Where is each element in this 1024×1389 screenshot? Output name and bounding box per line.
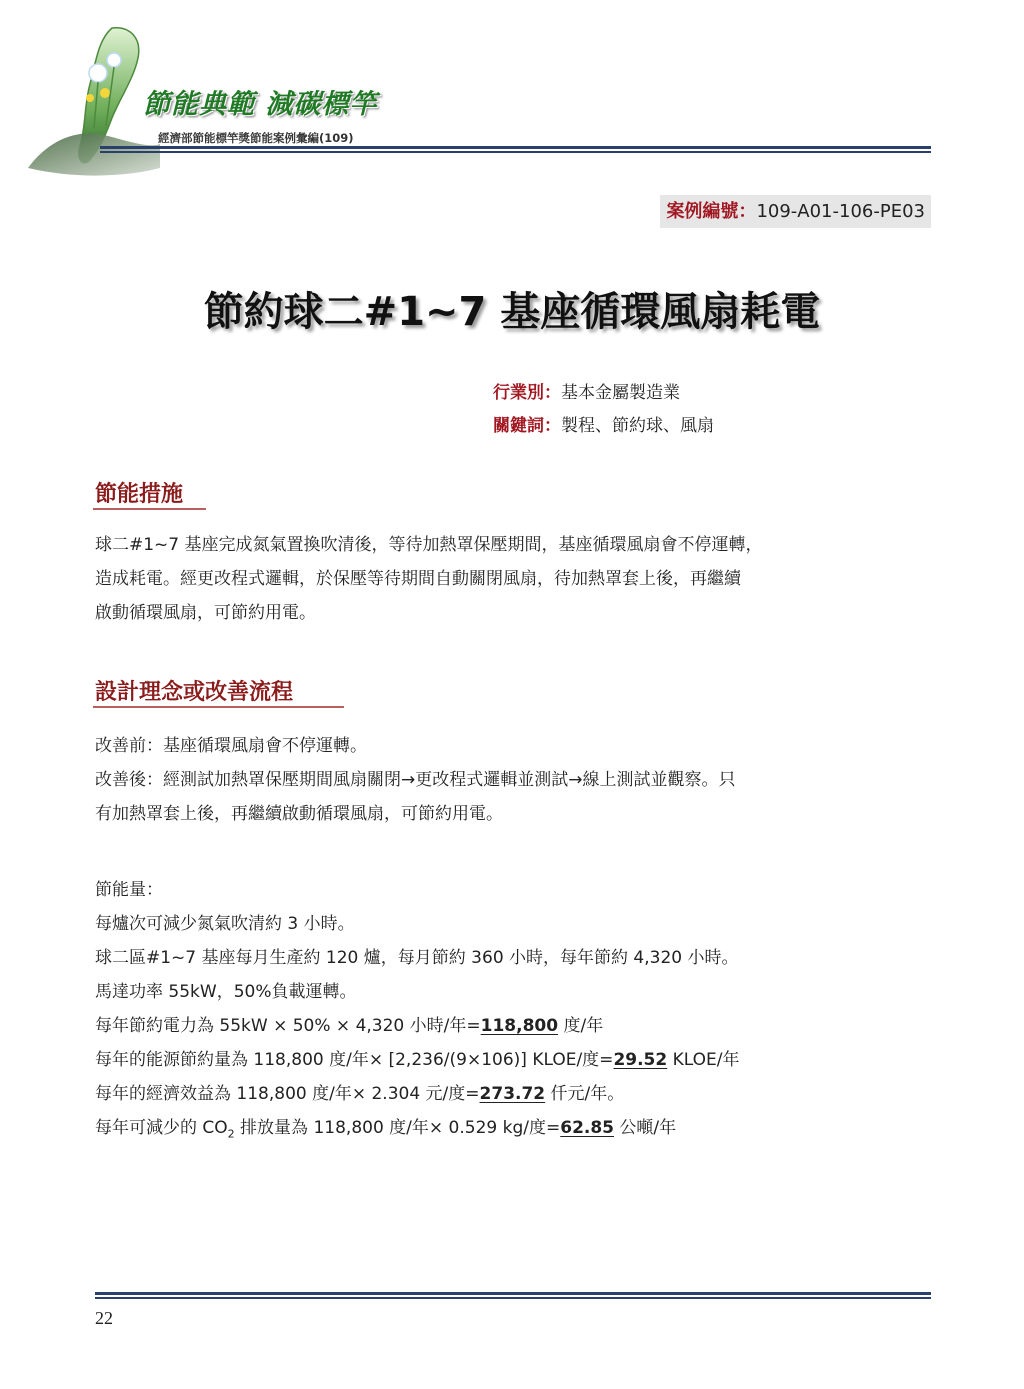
keywords-row — [493, 411, 714, 436]
industry-label: 行業別： — [493, 383, 561, 403]
co2-reduction-value: 62.85 — [560, 1118, 615, 1138]
case-number-value: 109-A01-106-PE03 — [756, 201, 925, 222]
header-divider-thin — [100, 151, 931, 153]
industry-value: 基本金屬製造業 — [561, 383, 680, 403]
economic-benefit-value: 273.72 — [479, 1084, 546, 1104]
case-number-box — [660, 195, 931, 228]
energy-unit: KLOE/年 — [667, 1050, 740, 1070]
text-line: 改善前：基座循環風扇會不停運轉。 — [95, 736, 367, 756]
text-line: 馬達功率 55kW，50%負載運轉。 — [95, 982, 357, 1002]
measures-paragraph — [95, 528, 763, 630]
co2-formula-start: 每年可減少的 CO — [95, 1118, 228, 1138]
text-line: 造成耗電。經更改程式邏輯，於保壓等待期間自動關閉風扇，待加熱罩套上後，再繼續 — [95, 569, 741, 589]
case-number-label: 案例編號： — [666, 201, 757, 222]
text-line: 每爐次可減少氮氣吹清約 3 小時。 — [95, 914, 355, 934]
energy-formula: 每年的能源節約量為 118,800 度/年× [2,236/(9×106)] KLOE/度= — [95, 1050, 614, 1070]
energy-savings-line — [95, 1043, 740, 1077]
savings-block — [95, 873, 740, 1151]
keywords-label: 關鍵詞： — [493, 416, 561, 436]
economic-unit: 仟元/年。 — [545, 1084, 625, 1104]
header-divider — [100, 146, 931, 149]
savings-heading: 節能量： — [95, 880, 163, 900]
power-formula: 每年節約電力為 55kW × 50% × 4,320 小時/年= — [95, 1016, 481, 1036]
design-paragraph — [95, 729, 736, 831]
co2-formula: 排放量為 118,800 度/年× 0.529 kg/度= — [234, 1118, 561, 1138]
text-line: 有加熱罩套上後，再繼續啟動循環風扇，可節約用電。 — [95, 804, 503, 824]
section-heading-design: 設計理念或改善流程 — [95, 680, 294, 705]
co2-unit: 公噸/年 — [614, 1118, 677, 1138]
section-heading-measures: 節能措施 — [95, 482, 184, 507]
footer-divider — [95, 1292, 931, 1295]
energy-savings-value: 29.52 — [613, 1050, 668, 1070]
brand-title: 節能典範 減碳標竿 — [143, 89, 378, 120]
brand-subtitle: 經濟部節能標竿獎節能案例彙編(109) — [158, 131, 354, 145]
keywords-value: 製程、節約球、風扇 — [561, 416, 714, 436]
text-line: 改善後：經測試加熱罩保壓期間風扇關閉→更改程式邏輯並測試→線上測試並觀察。只 — [95, 770, 736, 790]
text-line: 球二#1~7 基座完成氮氣置換吹清後，等待加熱罩保壓期間，基座循環風扇會不停運轉， — [95, 535, 763, 555]
industry-row — [493, 378, 680, 403]
page-title: 節約球二#1~7 基座循環風扇耗電 — [203, 289, 821, 335]
co2-reduction-line — [95, 1111, 740, 1151]
power-savings-line — [95, 1009, 740, 1043]
section-underline — [93, 508, 206, 510]
economic-formula: 每年的經濟效益為 118,800 度/年× 2.304 元/度= — [95, 1084, 480, 1104]
page-number: 22 — [95, 1308, 113, 1328]
power-unit: 度/年 — [563, 1016, 604, 1036]
economic-benefit-line — [95, 1077, 740, 1111]
co2-subscript: 2 — [227, 1127, 235, 1141]
power-savings-value: 118,800 — [480, 1016, 559, 1036]
text-line: 球二區#1~7 基座每月生產約 120 爐，每月節約 360 小時，每年節約 4,320 小時。 — [95, 948, 739, 968]
text-line: 啟動循環風扇，可節約用電。 — [95, 603, 316, 623]
footer-divider-thin — [95, 1297, 931, 1299]
section-underline — [93, 706, 344, 708]
